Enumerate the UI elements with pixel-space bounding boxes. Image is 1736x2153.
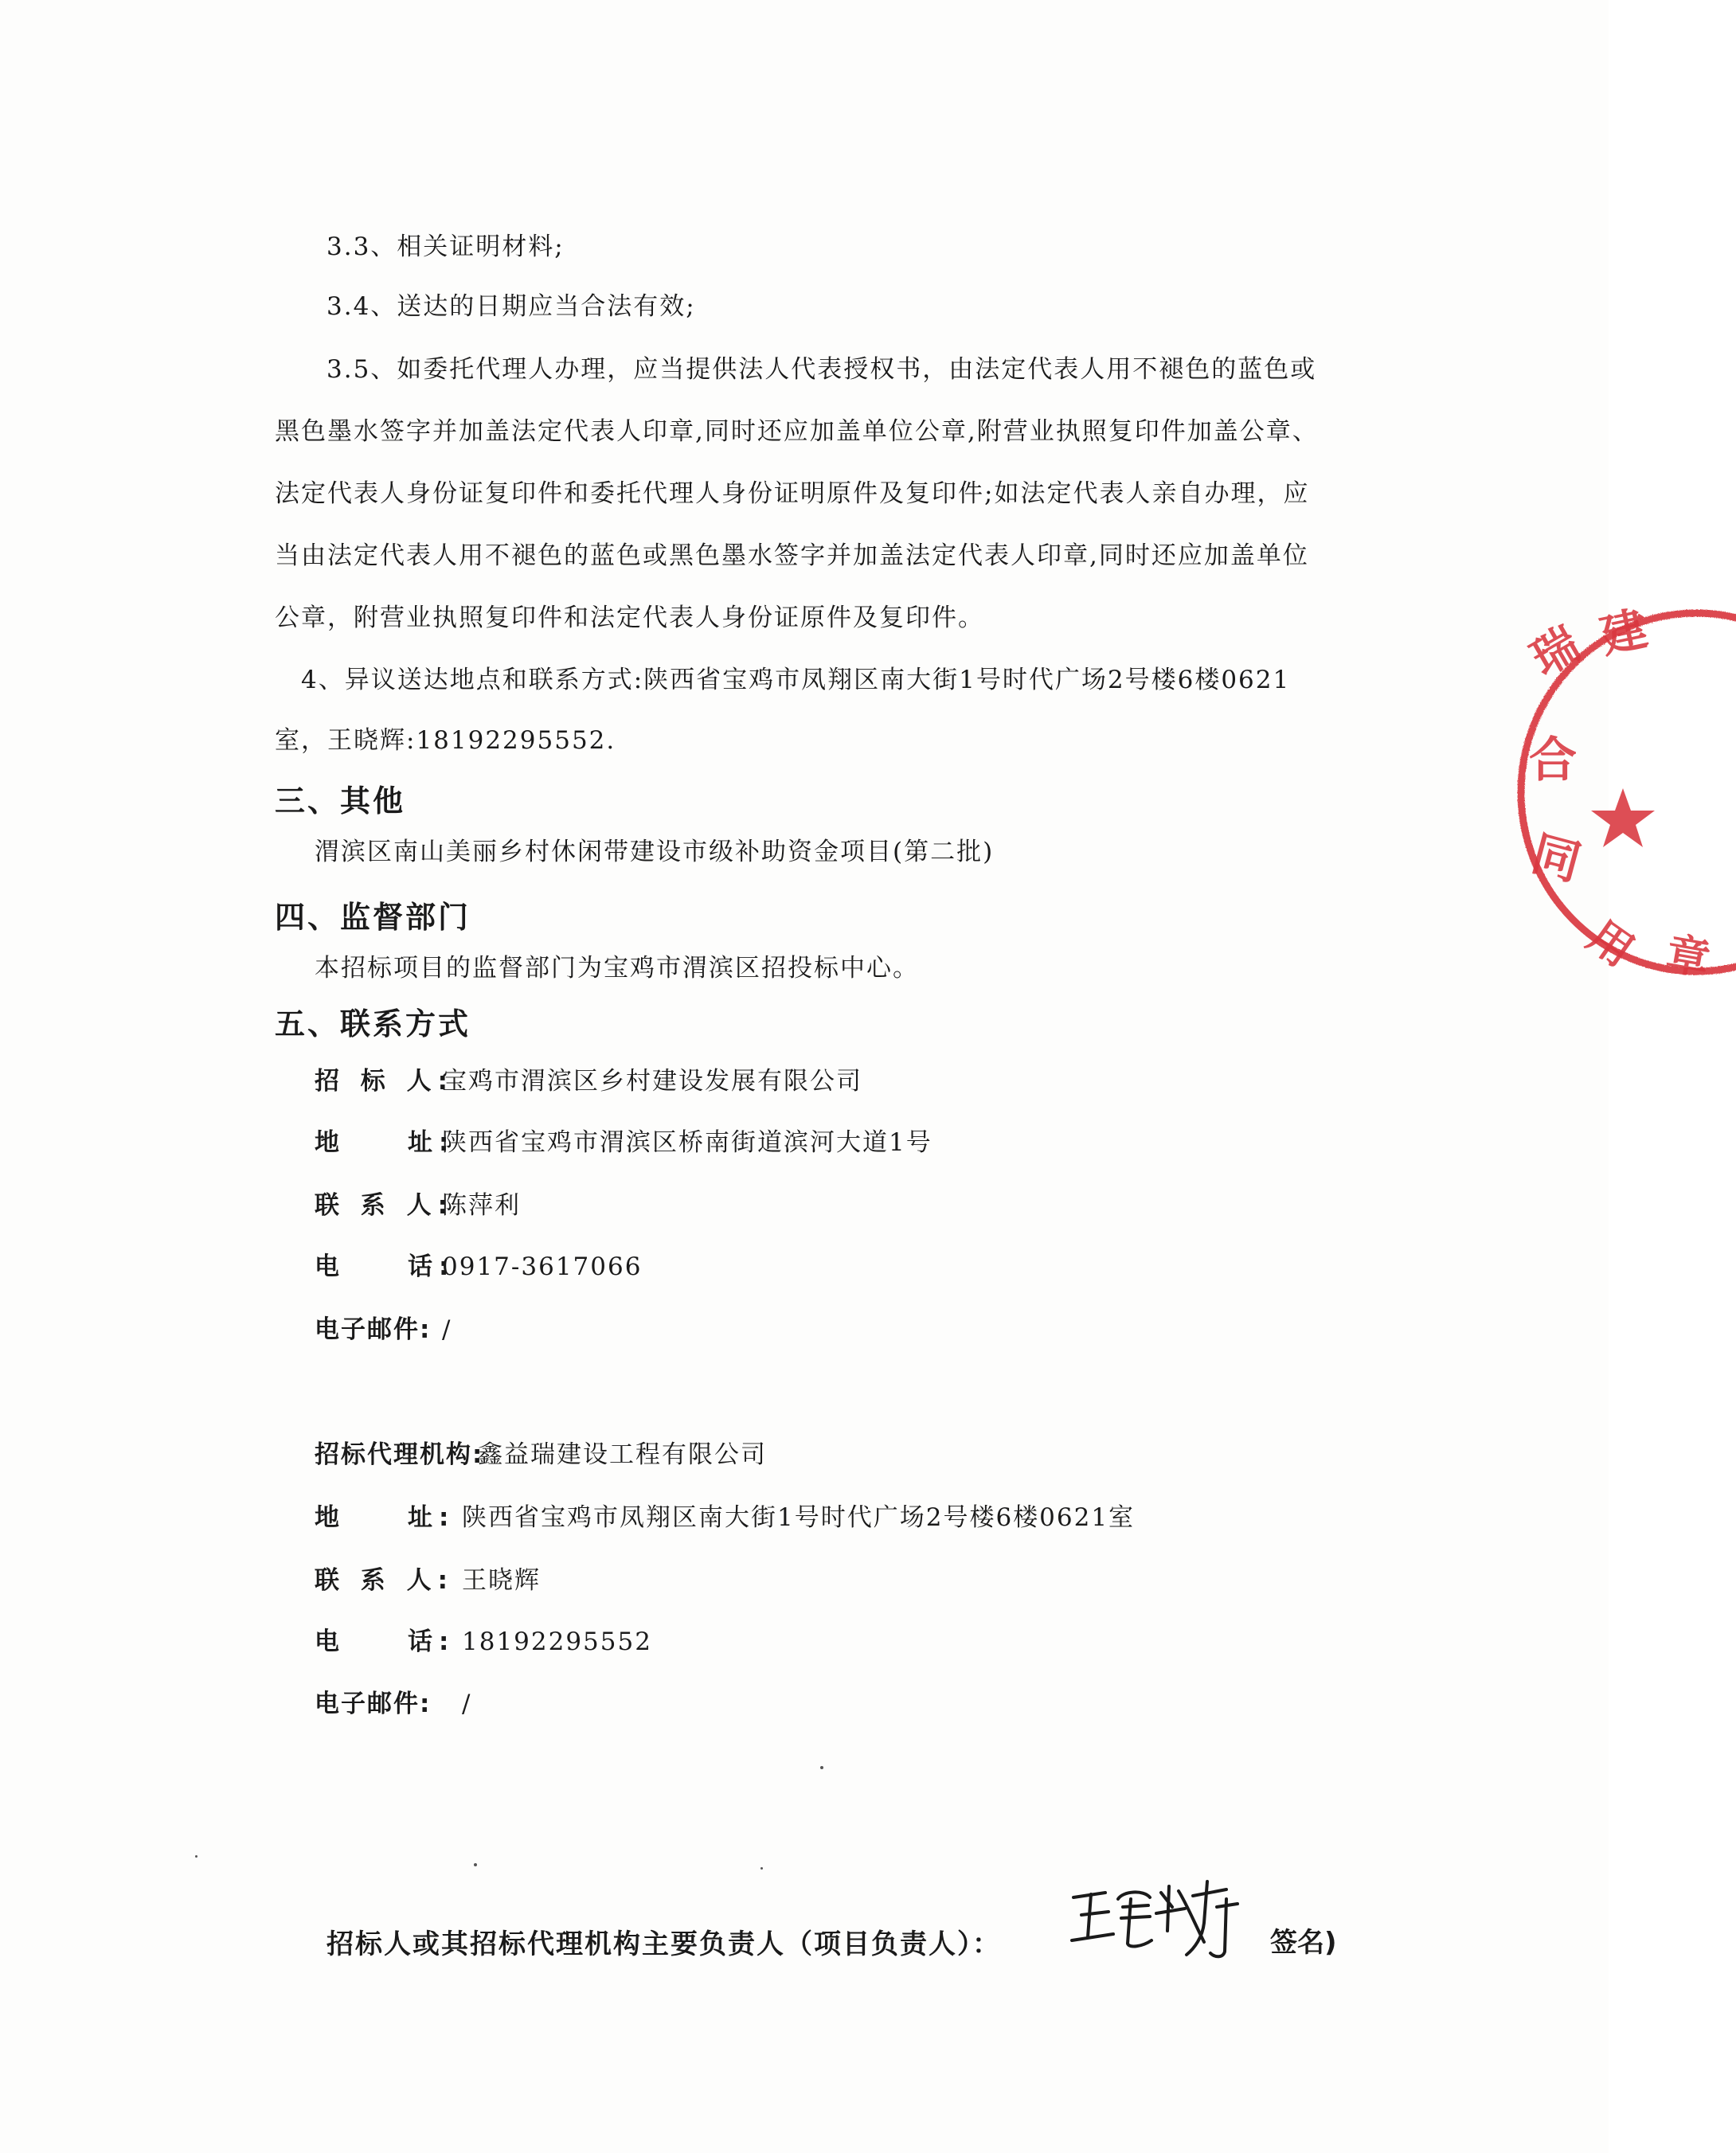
tenderer-phone-label: 电 话: bbox=[315, 1252, 456, 1281]
scan-speck bbox=[820, 1766, 823, 1769]
item-3-5-line-4: 当由法定代表人用不褪色的蓝色或黑色墨水签字并加盖法定代表人印章,同时还应加盖单位 bbox=[275, 541, 1309, 570]
agent-contact: 王晓辉 bbox=[462, 1566, 541, 1595]
agent-email-row bbox=[315, 1688, 471, 1720]
tenderer-email-row bbox=[315, 1314, 452, 1346]
svg-text:瑞: 瑞 bbox=[1522, 616, 1589, 687]
section-other-heading: 三、其他 bbox=[275, 783, 406, 819]
agent-contact-label: 联 系 人: bbox=[315, 1566, 454, 1595]
tenderer-name: 宝鸡市渭滨区乡村建设发展有限公司 bbox=[442, 1067, 862, 1096]
item-3-5-line-3: 法定代表人身份证复印件和委托代理人身份证明原件及复印件;如法定代表人亲自办理，应 bbox=[275, 479, 1310, 508]
agent-phone-label: 电 话: bbox=[315, 1627, 456, 1656]
tenderer-contact-label: 联 系 人: bbox=[315, 1191, 454, 1220]
item-3-4: 3.4、送达的日期应当合法有效; bbox=[326, 292, 696, 321]
agent-email-label: 电子邮件: bbox=[315, 1690, 432, 1718]
section-supervision-heading: 四、监督部门 bbox=[275, 900, 471, 935]
item-4-line-1: 4、异议送达地点和联系方式:陕西省宝鸡市凤翔区南大街1号时代广场2号楼6楼0621 bbox=[301, 666, 1291, 694]
signature-suffix: 签名) bbox=[1270, 1927, 1337, 1959]
section-other-body: 渭滨区南山美丽乡村休闲带建设市级补助资金项目(第二批) bbox=[315, 838, 995, 866]
company-seal-stamp bbox=[1497, 601, 1736, 986]
item-3-5-line-5: 公章，附营业执照复印件和法定代表人身份证原件及复印件。 bbox=[275, 604, 984, 632]
agent-address-row bbox=[315, 1502, 1135, 1534]
tenderer-address-label: 地 址: bbox=[315, 1128, 456, 1157]
item-4-line-2: 室，王晓辉:18192295552. bbox=[275, 726, 616, 755]
tenderer-name-row bbox=[315, 1065, 862, 1097]
svg-text:建: 建 bbox=[1595, 601, 1652, 664]
item-3-5-line-1: 3.5、如委托代理人办理，应当提供法人代表授权书，由法定代表人用不褪色的蓝色或 bbox=[326, 355, 1317, 384]
tenderer-phone: 0917-3617066 bbox=[442, 1252, 643, 1281]
agent-name: 鑫益瑞建设工程有限公司 bbox=[478, 1440, 767, 1469]
agent-address-label: 地 址: bbox=[315, 1503, 456, 1532]
tenderer-address: 陕西省宝鸡市渭滨区桥南街道滨河大道1号 bbox=[442, 1128, 933, 1157]
scan-speck bbox=[474, 1863, 477, 1866]
tenderer-email-label: 电子邮件: bbox=[315, 1315, 432, 1344]
agent-phone-row bbox=[315, 1626, 652, 1658]
signature-label: 招标人或其招标代理机构主要负责人（项目负责人）： bbox=[326, 1928, 1001, 1960]
tenderer-email: / bbox=[442, 1315, 452, 1344]
section-contact-heading: 五、联系方式 bbox=[275, 1006, 471, 1041]
tenderer-contact-row bbox=[315, 1190, 521, 1221]
section-supervision-body: 本招标项目的监督部门为宝鸡市渭滨区招投标中心。 bbox=[315, 954, 919, 983]
tenderer-address-row bbox=[315, 1127, 933, 1159]
agent-email: / bbox=[462, 1690, 472, 1718]
tenderer-name-label: 招 标 人: bbox=[315, 1067, 454, 1096]
svg-text:合: 合 bbox=[1529, 733, 1577, 788]
item-3-3: 3.3、相关证明材料; bbox=[326, 232, 565, 261]
svg-text:章: 章 bbox=[1662, 928, 1714, 986]
tenderer-phone-row bbox=[315, 1251, 642, 1283]
tenderer-contact: 陈萍利 bbox=[442, 1191, 521, 1220]
scan-speck bbox=[760, 1867, 763, 1870]
svg-text:同: 同 bbox=[1526, 825, 1587, 893]
scan-speck bbox=[195, 1855, 197, 1858]
item-3-5-line-2: 黑色墨水签字并加盖法定代表人印章,同时还应加盖单位公章,附营业执照复印件加盖公章、 bbox=[275, 417, 1319, 446]
svg-text:用: 用 bbox=[1578, 911, 1643, 977]
agent-name-label: 招标代理机构: bbox=[315, 1440, 484, 1469]
agent-phone: 18192295552 bbox=[462, 1627, 652, 1656]
agent-address: 陕西省宝鸡市凤翔区南大街1号时代广场2号楼6楼0621室 bbox=[462, 1503, 1136, 1532]
agent-name-row bbox=[315, 1439, 767, 1471]
handwritten-signature bbox=[1067, 1875, 1266, 1963]
agent-contact-row bbox=[315, 1565, 541, 1596]
